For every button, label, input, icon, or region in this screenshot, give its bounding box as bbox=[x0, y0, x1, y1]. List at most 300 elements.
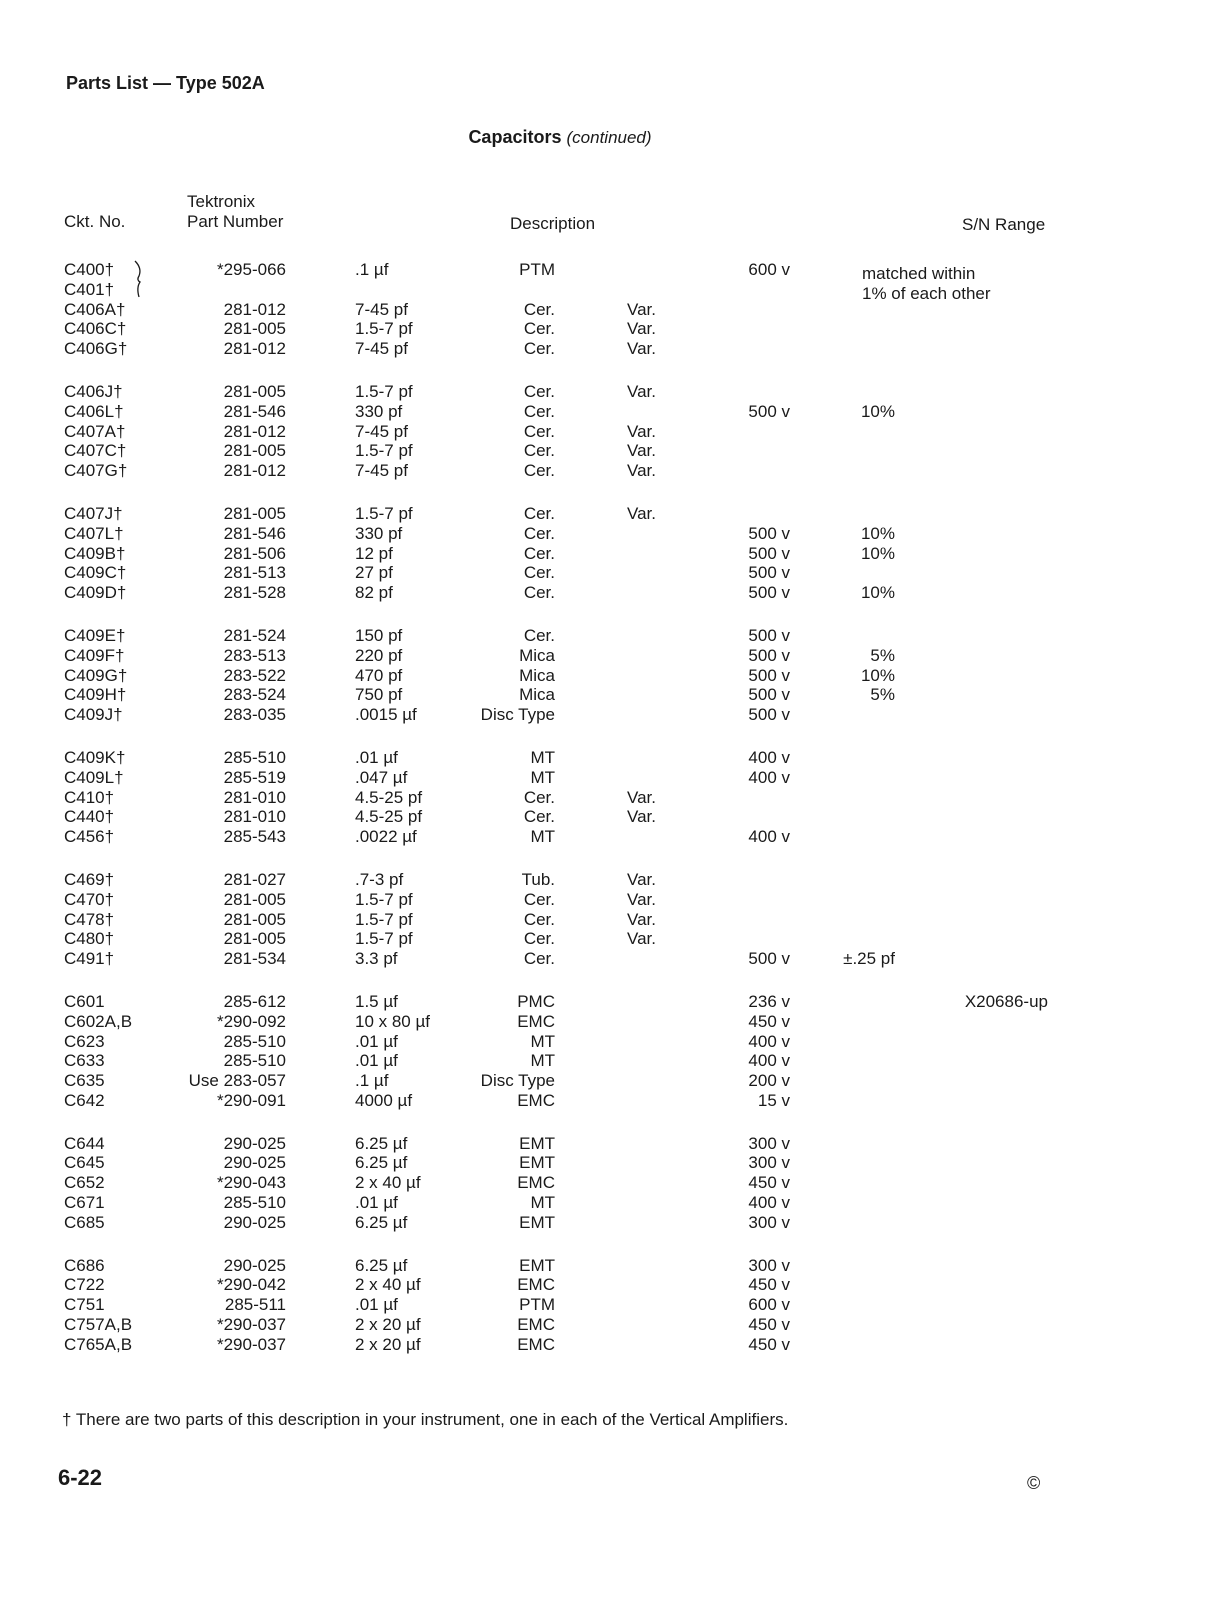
cell-part: 283-522 bbox=[223, 665, 286, 685]
cell-part: 281-534 bbox=[223, 949, 286, 969]
cell-ckt: C409G† bbox=[64, 665, 128, 685]
cell-part: 290-025 bbox=[223, 1255, 286, 1275]
cell-val: 7-45 pf bbox=[355, 421, 408, 441]
cell-ckt: C407J† bbox=[64, 503, 123, 523]
cell-type: Cer. bbox=[523, 543, 555, 563]
table-row bbox=[0, 788, 1211, 808]
cell-volt: 500 v bbox=[748, 645, 790, 665]
cell-ckt: C671 bbox=[64, 1193, 105, 1213]
cell-tol: 10% bbox=[860, 401, 895, 421]
cell-type: Cer. bbox=[523, 461, 555, 481]
cell-type: Cer. bbox=[523, 929, 555, 949]
cell-type: MT bbox=[530, 747, 555, 767]
cell-ckt: C409L† bbox=[64, 767, 124, 787]
table-row bbox=[0, 1173, 1211, 1193]
cell-ckt: C652 bbox=[64, 1173, 105, 1193]
cell-volt: 450 v bbox=[748, 1334, 790, 1354]
table-row bbox=[0, 705, 1211, 725]
cell-type: EMT bbox=[519, 1212, 555, 1232]
table-row bbox=[0, 441, 1211, 461]
cell-ckt: C685 bbox=[64, 1212, 105, 1232]
cell-type: EMC bbox=[517, 1275, 555, 1295]
table-row bbox=[0, 583, 1211, 603]
cell-tol: 10% bbox=[860, 543, 895, 563]
cell-val: 2 x 20 µf bbox=[355, 1334, 421, 1354]
cell-val: .0022 µf bbox=[355, 827, 417, 847]
table-row bbox=[0, 1091, 1211, 1111]
col-header-part-line1: Tektronix bbox=[187, 192, 256, 211]
cell-part: 281-524 bbox=[223, 625, 286, 645]
cell-volt: 500 v bbox=[748, 401, 790, 421]
cell-val: .1 µf bbox=[355, 1071, 389, 1091]
table-row bbox=[0, 807, 1211, 827]
col-header-part-line2: Part Number bbox=[187, 212, 284, 231]
cell-type: Cer. bbox=[523, 909, 555, 929]
cell-volt: 500 v bbox=[748, 685, 790, 705]
cell-val: 3.3 pf bbox=[355, 949, 398, 969]
page-number: 6-22 bbox=[58, 1465, 103, 1490]
cell-ckt: C409J† bbox=[64, 705, 123, 725]
table-row bbox=[0, 382, 1211, 402]
cell-ckt: C407G† bbox=[64, 461, 128, 481]
cell-val: 2 x 20 µf bbox=[355, 1315, 421, 1335]
cell-part: 283-524 bbox=[223, 685, 286, 705]
table-row bbox=[0, 1193, 1211, 1213]
cell-ckt: C645 bbox=[64, 1153, 105, 1173]
cell-type: MT bbox=[530, 1031, 555, 1051]
cell-volt: 400 v bbox=[748, 747, 790, 767]
cell-part: Use 283-057 bbox=[188, 1071, 286, 1091]
cell-type: Cer. bbox=[523, 807, 555, 827]
cell-part: 285-511 bbox=[224, 1295, 286, 1315]
cell-sn: X20686-up bbox=[964, 991, 1048, 1011]
cell-val: 2 x 40 µf bbox=[355, 1275, 421, 1295]
cell-var: Var. bbox=[627, 461, 656, 481]
cell-part: 281-546 bbox=[223, 523, 286, 543]
cell-ckt: C642 bbox=[64, 1090, 105, 1110]
cell-ckt: C633 bbox=[64, 1051, 105, 1071]
cell-ckt: C623 bbox=[64, 1031, 105, 1051]
cell-val: .01 µf bbox=[355, 1051, 398, 1071]
cell-type: Mica bbox=[519, 665, 555, 685]
cell-type: Cer. bbox=[523, 563, 555, 583]
cell-type: MT bbox=[530, 1193, 555, 1213]
cell-type: Cer. bbox=[523, 787, 555, 807]
table-row bbox=[0, 949, 1211, 969]
cell-val: 27 pf bbox=[355, 563, 393, 583]
cell-val: 6.25 µf bbox=[355, 1133, 408, 1153]
cell-ckt: C409E† bbox=[64, 625, 126, 645]
cell-val: 330 pf bbox=[355, 401, 403, 421]
cell-type: Cer. bbox=[523, 299, 555, 319]
cell-type: Cer. bbox=[523, 319, 555, 339]
cell-type: Cer. bbox=[523, 421, 555, 441]
copyright-symbol: © bbox=[1027, 1473, 1041, 1493]
cell-volt: 500 v bbox=[748, 665, 790, 685]
cell-val: 1.5-7 pf bbox=[355, 889, 413, 909]
table-row bbox=[0, 1012, 1211, 1032]
cell-var: Var. bbox=[627, 929, 656, 949]
table-row bbox=[0, 544, 1211, 564]
cell-ckt: C406L† bbox=[64, 401, 124, 421]
cell-val: 6.25 µf bbox=[355, 1153, 408, 1173]
cell-part: 285-612 bbox=[223, 991, 286, 1011]
table-row bbox=[0, 685, 1211, 705]
table-row bbox=[0, 827, 1211, 847]
cell-type: PMC bbox=[517, 991, 555, 1011]
cell-part: 281-005 bbox=[223, 319, 286, 339]
cell-ckt: C440† bbox=[64, 807, 115, 827]
cell-part: 281-012 bbox=[223, 339, 286, 359]
cell-type: EMC bbox=[517, 1315, 555, 1335]
cell-ckt: C478† bbox=[64, 909, 115, 929]
table-row bbox=[0, 1315, 1211, 1335]
cell-val: 7-45 pf bbox=[355, 461, 408, 481]
cell-ckt: C409D† bbox=[64, 583, 127, 603]
table-row bbox=[0, 422, 1211, 442]
cell-ckt: C409K† bbox=[64, 747, 126, 767]
cell-part: 281-012 bbox=[223, 299, 286, 319]
table-row bbox=[0, 319, 1211, 339]
parts-table bbox=[0, 260, 1211, 1378]
cell-var: Var. bbox=[627, 909, 656, 929]
table-row bbox=[0, 626, 1211, 646]
cell-part: 281-546 bbox=[223, 401, 286, 421]
cell-volt: 400 v bbox=[748, 1193, 790, 1213]
cell-ckt: C409H† bbox=[64, 685, 127, 705]
cell-volt: 450 v bbox=[748, 1275, 790, 1295]
cell-ckt: C409C† bbox=[64, 563, 127, 583]
cell-var: Var. bbox=[627, 299, 656, 319]
cell-val: 7-45 pf bbox=[355, 339, 408, 359]
cell-part: *290-091 bbox=[216, 1090, 286, 1110]
matched-note-line2: 1% of each other bbox=[862, 284, 991, 303]
cell-part: 281-005 bbox=[223, 889, 286, 909]
cell-type: EMC bbox=[517, 1334, 555, 1354]
cell-ckt: C407L† bbox=[64, 523, 124, 543]
cell-var: Var. bbox=[627, 339, 656, 359]
table-row bbox=[0, 870, 1211, 890]
col-header-sn-range: S/N Range bbox=[962, 215, 1046, 234]
cell-type: Disc Type bbox=[480, 1071, 555, 1091]
cell-ckt: C456† bbox=[64, 827, 115, 847]
cell-ckt: C491† bbox=[64, 949, 115, 969]
cell-part: 290-025 bbox=[223, 1212, 286, 1232]
cell-val: 2 x 40 µf bbox=[355, 1173, 421, 1193]
cell-type: Cer. bbox=[523, 625, 555, 645]
cell-ckt: C406J† bbox=[64, 381, 123, 401]
parts-group bbox=[0, 748, 1211, 847]
table-row bbox=[0, 768, 1211, 788]
table-row bbox=[0, 646, 1211, 666]
cell-type: Cer. bbox=[523, 441, 555, 461]
cell-part: *295-066 bbox=[216, 260, 286, 279]
cell-tol: 10% bbox=[860, 523, 895, 543]
cell-var: Var. bbox=[627, 503, 656, 523]
cell-type: Cer. bbox=[523, 583, 555, 603]
cell-ckt: C400† bbox=[64, 260, 115, 279]
table-row bbox=[0, 992, 1211, 1012]
cell-ckt: C469† bbox=[64, 869, 115, 889]
matched-note-line1: matched within bbox=[862, 264, 976, 283]
cell-val: .047 µf bbox=[355, 767, 408, 787]
cell-type: PTM bbox=[519, 260, 555, 279]
cell-val: 1.5-7 pf bbox=[355, 503, 413, 523]
cell-val: .7-3 pf bbox=[355, 869, 404, 889]
cell-ckt: C601 bbox=[64, 991, 105, 1011]
table-row bbox=[0, 300, 1211, 320]
cell-ckt: C401† bbox=[64, 279, 115, 299]
cell-val: 4000 µf bbox=[355, 1090, 413, 1110]
cell-part: 285-510 bbox=[223, 1193, 286, 1213]
cell-tol: 10% bbox=[860, 665, 895, 685]
cell-ckt: C635 bbox=[64, 1071, 105, 1091]
cell-part: 281-513 bbox=[223, 563, 286, 583]
col-header-description: Description bbox=[510, 214, 596, 233]
cell-ckt: C765A,B bbox=[64, 1334, 133, 1354]
cell-val: 330 pf bbox=[355, 523, 403, 543]
parts-group bbox=[0, 260, 1211, 359]
cell-type: MT bbox=[530, 827, 555, 847]
cell-volt: 400 v bbox=[748, 767, 790, 787]
table-row bbox=[0, 929, 1211, 949]
cell-part: 290-025 bbox=[223, 1133, 286, 1153]
cell-val: 82 pf bbox=[355, 583, 393, 603]
cell-part: *290-043 bbox=[216, 1173, 286, 1193]
cell-var: Var. bbox=[627, 889, 656, 909]
cell-tol: ±.25 pf bbox=[843, 949, 895, 969]
cell-type: PTM bbox=[519, 1295, 555, 1315]
cell-val: .01 µf bbox=[355, 1193, 398, 1213]
cell-val: 1.5-7 pf bbox=[355, 319, 413, 339]
cell-part: 281-012 bbox=[223, 421, 286, 441]
cell-volt: 400 v bbox=[748, 827, 790, 847]
parts-group bbox=[0, 992, 1211, 1111]
table-row bbox=[0, 402, 1211, 422]
cell-volt: 400 v bbox=[748, 1031, 790, 1051]
cell-type: Cer. bbox=[523, 339, 555, 359]
cell-volt: 236 v bbox=[748, 991, 790, 1011]
table-row bbox=[0, 1275, 1211, 1295]
cell-ckt: C757A,B bbox=[64, 1315, 133, 1335]
cell-var: Var. bbox=[627, 441, 656, 461]
cell-type: MT bbox=[530, 767, 555, 787]
cell-ckt: C480† bbox=[64, 929, 115, 949]
cell-ckt: C407C† bbox=[64, 441, 127, 461]
cell-val: 1.5-7 pf bbox=[355, 909, 413, 929]
cell-ckt: C751 bbox=[64, 1295, 105, 1315]
parts-group bbox=[0, 1134, 1211, 1233]
parts-group bbox=[0, 382, 1211, 481]
table-row bbox=[0, 1051, 1211, 1071]
cell-part: *290-042 bbox=[216, 1275, 286, 1295]
table-row bbox=[0, 504, 1211, 524]
table-row bbox=[0, 910, 1211, 930]
cell-var: Var. bbox=[627, 319, 656, 339]
cell-volt: 500 v bbox=[748, 563, 790, 583]
cell-var: Var. bbox=[627, 869, 656, 889]
cell-tol: 5% bbox=[870, 645, 895, 665]
parts-group bbox=[0, 626, 1211, 725]
cell-volt: 500 v bbox=[748, 583, 790, 603]
cell-val: .1 µf bbox=[355, 260, 389, 279]
cell-part: 281-010 bbox=[223, 787, 286, 807]
table-row bbox=[0, 1071, 1211, 1091]
table-row bbox=[0, 1295, 1211, 1315]
parts-group bbox=[0, 504, 1211, 603]
table-row bbox=[0, 280, 1211, 300]
cell-part: *290-037 bbox=[216, 1315, 286, 1335]
cell-ckt: C407A† bbox=[64, 421, 126, 441]
cell-ckt: C686 bbox=[64, 1255, 105, 1275]
cell-volt: 500 v bbox=[748, 625, 790, 645]
cell-val: 1.5-7 pf bbox=[355, 381, 413, 401]
cell-part: 281-506 bbox=[223, 543, 286, 563]
cell-part: 281-027 bbox=[223, 869, 286, 889]
table-row bbox=[0, 1335, 1211, 1355]
cell-part: 281-005 bbox=[223, 909, 286, 929]
cell-part: 285-519 bbox=[223, 767, 286, 787]
cell-part: 285-543 bbox=[223, 827, 286, 847]
cell-val: .01 µf bbox=[355, 1031, 398, 1051]
cell-val: 750 pf bbox=[355, 685, 403, 705]
cell-type: MT bbox=[530, 1051, 555, 1071]
parts-group bbox=[0, 870, 1211, 969]
col-header-ckt: Ckt. No. bbox=[64, 212, 126, 231]
cell-val: 7-45 pf bbox=[355, 299, 408, 319]
table-row bbox=[0, 461, 1211, 481]
cell-volt: 450 v bbox=[748, 1315, 790, 1335]
cell-var: Var. bbox=[627, 421, 656, 441]
table-row bbox=[0, 1213, 1211, 1233]
cell-volt: 500 v bbox=[748, 523, 790, 543]
footnote: † There are two parts of this description in your instrument, one in each of the Vertical Amplifiers. bbox=[62, 1410, 789, 1429]
cell-part: 281-005 bbox=[223, 929, 286, 949]
cell-ckt: C470† bbox=[64, 889, 115, 909]
cell-val: .01 µf bbox=[355, 747, 398, 767]
cell-val: 1.5-7 pf bbox=[355, 441, 413, 461]
section-title bbox=[0, 127, 1120, 148]
cell-part: *290-037 bbox=[216, 1334, 286, 1354]
cell-part: 281-005 bbox=[223, 441, 286, 461]
cell-volt: 300 v bbox=[748, 1133, 790, 1153]
cell-volt: 200 v bbox=[748, 1071, 790, 1091]
cell-type: Cer. bbox=[523, 949, 555, 969]
cell-var: Var. bbox=[627, 807, 656, 827]
cell-val: 4.5-25 pf bbox=[355, 787, 423, 807]
cell-type: EMC bbox=[517, 1011, 555, 1031]
cell-type: EMC bbox=[517, 1090, 555, 1110]
cell-type: Tub. bbox=[521, 869, 555, 889]
section-title-text: Capacitors bbox=[468, 127, 562, 147]
cell-val: 12 pf bbox=[355, 543, 393, 563]
cell-val: 470 pf bbox=[355, 665, 403, 685]
cell-part: *290-092 bbox=[216, 1011, 286, 1031]
cell-type: Cer. bbox=[523, 523, 555, 543]
cell-val: 1.5-7 pf bbox=[355, 929, 413, 949]
cell-val: 6.25 µf bbox=[355, 1212, 408, 1232]
cell-part: 281-528 bbox=[223, 583, 286, 603]
cell-type: Cer. bbox=[523, 503, 555, 523]
cell-type: Disc Type bbox=[480, 705, 555, 725]
table-row bbox=[0, 1256, 1211, 1276]
cell-type: EMT bbox=[519, 1255, 555, 1275]
cell-part: 290-025 bbox=[223, 1153, 286, 1173]
cell-type: Mica bbox=[519, 685, 555, 705]
cell-ckt: C409B† bbox=[64, 543, 126, 563]
cell-part: 281-005 bbox=[223, 503, 286, 523]
cell-part: 283-513 bbox=[223, 645, 286, 665]
cell-val: 4.5-25 pf bbox=[355, 807, 423, 827]
cell-val: .01 µf bbox=[355, 1295, 398, 1315]
cell-volt: 600 v bbox=[748, 1295, 790, 1315]
cell-volt: 450 v bbox=[748, 1011, 790, 1031]
cell-type: Mica bbox=[519, 645, 555, 665]
cell-val: .0015 µf bbox=[355, 705, 417, 725]
cell-ckt: C409F† bbox=[64, 645, 125, 665]
cell-type: EMT bbox=[519, 1133, 555, 1153]
table-row bbox=[0, 666, 1211, 686]
cell-type: EMT bbox=[519, 1153, 555, 1173]
cell-ckt: C406G† bbox=[64, 339, 128, 359]
cell-val: 1.5 µf bbox=[355, 991, 398, 1011]
table-row bbox=[0, 1134, 1211, 1154]
cell-part: 283-035 bbox=[223, 705, 286, 725]
cell-volt: 600 v bbox=[748, 260, 790, 279]
cell-volt: 300 v bbox=[748, 1212, 790, 1232]
table-row bbox=[0, 890, 1211, 910]
cell-val: 150 pf bbox=[355, 625, 403, 645]
cell-ckt: C722 bbox=[64, 1275, 105, 1295]
cell-volt: 15 v bbox=[757, 1090, 790, 1110]
parts-group bbox=[0, 1256, 1211, 1355]
table-row bbox=[0, 748, 1211, 768]
cell-volt: 450 v bbox=[748, 1173, 790, 1193]
table-row bbox=[0, 1032, 1211, 1052]
table-row bbox=[0, 524, 1211, 544]
cell-tol: 5% bbox=[870, 685, 895, 705]
cell-type: EMC bbox=[517, 1173, 555, 1193]
cell-type: Cer. bbox=[523, 381, 555, 401]
cell-volt: 400 v bbox=[748, 1051, 790, 1071]
cell-volt: 500 v bbox=[748, 543, 790, 563]
cell-val: 6.25 µf bbox=[355, 1255, 408, 1275]
table-row bbox=[0, 339, 1211, 359]
cell-ckt: C644 bbox=[64, 1133, 105, 1153]
cell-ckt: C602A,B bbox=[64, 1011, 133, 1031]
cell-var: Var. bbox=[627, 381, 656, 401]
cell-part: 285-510 bbox=[223, 747, 286, 767]
cell-ckt: C410† bbox=[64, 787, 115, 807]
cell-tol: 10% bbox=[860, 583, 895, 603]
cell-ckt: C406C† bbox=[64, 319, 127, 339]
page-header: Parts List — Type 502A bbox=[66, 73, 265, 93]
cell-ckt: C406A† bbox=[64, 299, 126, 319]
section-subtitle: (continued) bbox=[566, 128, 652, 147]
cell-part: 285-510 bbox=[223, 1051, 286, 1071]
table-row bbox=[0, 563, 1211, 583]
cell-volt: 300 v bbox=[748, 1153, 790, 1173]
cell-volt: 500 v bbox=[748, 705, 790, 725]
cell-part: 285-510 bbox=[223, 1031, 286, 1051]
cell-val: 10 x 80 µf bbox=[355, 1011, 431, 1031]
cell-part: 281-012 bbox=[223, 461, 286, 481]
cell-type: Cer. bbox=[523, 889, 555, 909]
cell-type: Cer. bbox=[523, 401, 555, 421]
cell-part: 281-005 bbox=[223, 381, 286, 401]
table-row bbox=[0, 1153, 1211, 1173]
cell-val: 220 pf bbox=[355, 645, 403, 665]
